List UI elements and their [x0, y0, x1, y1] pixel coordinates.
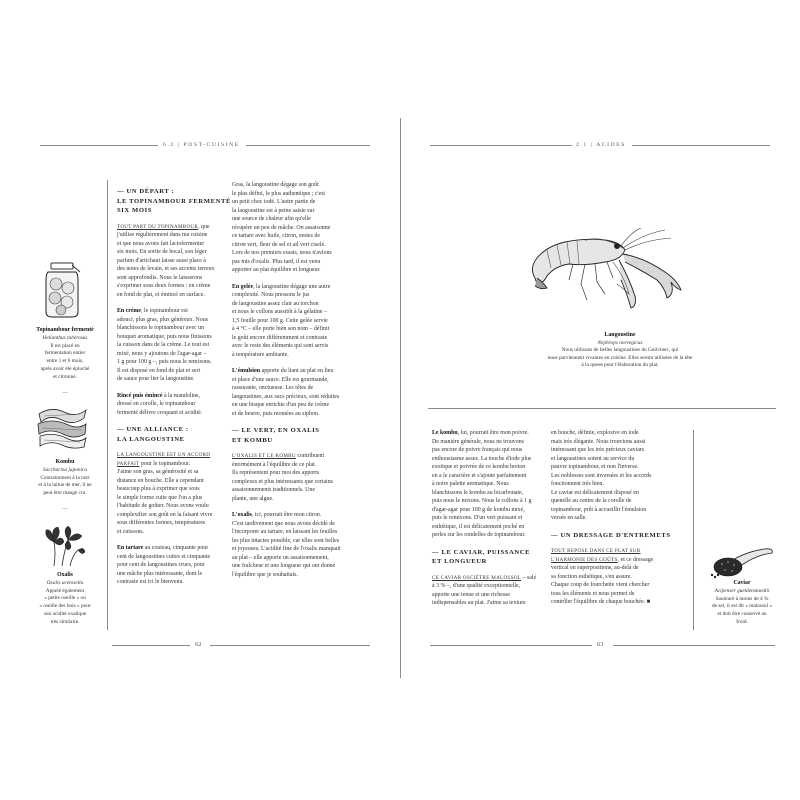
text-line: des notes de levain, et ses accents terreux	[117, 266, 215, 272]
text-line: le goût encore différemment et contraste	[232, 334, 328, 341]
sidebar-divider-left	[107, 180, 108, 630]
entry-text: Saumuré à moins de 4 %	[715, 595, 769, 602]
header-rule-right	[632, 145, 770, 146]
text-line: de sauce pour lier la langoustine.	[117, 376, 195, 382]
right-column-1	[432, 429, 544, 616]
text-line: la cuisson dans de la crème. Le tout est	[117, 342, 210, 348]
page-number-left: 62	[195, 641, 202, 648]
paragraph	[232, 367, 347, 418]
text-line: parfum d'artichaut laisse aussi place à	[117, 257, 206, 264]
small-caps-lead: LA LANGOUSTINE EST UN ACCORD	[117, 452, 211, 458]
text-line	[117, 392, 227, 401]
text-line: une source de chaleur afin qu'elle	[232, 216, 311, 222]
right-page-header: 2.1 | ACIDES	[576, 142, 627, 148]
caviar-spoon-illustration	[706, 545, 776, 579]
text-line: complexes et plus intéressants que certains	[232, 478, 333, 485]
heading-line: ET KOMBU	[232, 436, 273, 444]
text-line: et cuissons.	[117, 528, 145, 535]
text-run: pour le topinambour.	[139, 460, 191, 467]
text-run: , la langoustine dégage une autre	[253, 283, 331, 290]
paragraph	[551, 429, 686, 523]
left-column-2	[232, 181, 347, 587]
text-line: la langoustine est à peine saisie sur	[232, 207, 315, 214]
entry-text: son acidité oxalique	[43, 610, 87, 617]
entry-latin: Helianthus tuberosus	[42, 334, 88, 341]
small-caps-lead: L'HARMONIE DES GOÛTS	[551, 556, 618, 563]
text-line: énormément à l'équilibre de ce plat.	[232, 461, 317, 468]
text-line	[117, 544, 227, 553]
text-line: en une bisque enrichie d'un peu de crème	[232, 402, 330, 408]
paragraph	[232, 452, 347, 503]
text-line	[232, 511, 347, 520]
text-line: fonctionnent très bien.	[551, 481, 604, 487]
entry-title: Kombu	[55, 459, 75, 465]
text-run: contribuent	[295, 453, 325, 459]
text-line: contrôler l'équilibre de chaque bouchée. ■	[551, 599, 651, 605]
text-line: perles sur les rondelles de topinambour.	[432, 532, 526, 538]
bold-lead: Rincé puis émincé	[117, 392, 163, 399]
section-heading	[232, 426, 347, 445]
entry-title: Oxalis	[57, 572, 73, 578]
header-rule-left	[40, 145, 158, 146]
section-heading	[117, 425, 227, 444]
caption-latin: Nephrops norvegicus	[597, 339, 643, 346]
text-line: pas mis d'oxalis. Plus tard, il est venu	[232, 258, 321, 265]
paragraph	[551, 547, 686, 607]
text-line: Chaque coup de fourchette vient chercher	[551, 582, 650, 588]
text-line: une fraîcheur et une longueur qui ont donné	[232, 563, 336, 569]
bold-lead: En tartare	[117, 545, 144, 551]
caption-text: Nous utilisons de belles langoustines du Guilvinec, qui	[561, 347, 679, 353]
text-line: l'habitude de goûter. Nous avons voulu	[117, 503, 209, 509]
text-line: citron vert, fleur de sel et ail vert ciselé.	[232, 241, 326, 248]
text-line: et joyeuses. L'acidité fine de l'oxalis manquait	[232, 546, 341, 552]
text-line: tous les éléments et nous permet de	[551, 590, 635, 597]
header-rule-right	[430, 145, 572, 146]
text-line: et place d'une sauce. Elle est gourmande,	[232, 376, 329, 383]
kombu-illustration	[36, 404, 88, 450]
text-line: Gras, la langoustine dégage son goût	[232, 182, 319, 188]
text-line: Les noblesses sont inversées et les accords	[551, 472, 652, 479]
entry-text: entre 1 et 6 mois,	[46, 358, 84, 365]
caption-text: nous parviennent vivantes en cuisine. Elles seront utilisées de la tête	[547, 354, 693, 361]
entry-latin: Oxalis acetosella	[46, 579, 84, 586]
text-line: blanchissons le kombu au bicarbonate,	[432, 489, 524, 496]
text-line: complexité. Nous pressons le jus	[232, 292, 310, 298]
text-line: l'équilibre que je souhaitais.	[232, 571, 298, 578]
text-line: adouci, plus gras, plus généreux. Nous	[117, 316, 208, 323]
text-line: en a le caractère et s'ajoute parfaitement	[432, 472, 527, 479]
entry-text: après avoir été épluché	[40, 365, 90, 372]
section-divider	[428, 408, 776, 409]
entry-text: de sel, il est dit « malossol »	[711, 603, 773, 610]
small-caps-lead: CE CAVIAR OSCIÈTRE MALOSSOL	[432, 574, 522, 581]
text-line	[117, 223, 227, 232]
left-page-header: 6.2 | POST-CUISINE	[163, 142, 240, 148]
text-line: et de beurre, puis montées au siphon.	[232, 410, 320, 417]
text-line: récupère un peu de mâche. On assaisonne	[232, 224, 331, 231]
section-heading	[117, 187, 231, 216]
text-line: exotique et poivrée de ce kombu breton	[432, 464, 526, 470]
entry-text: très similaire.	[50, 618, 80, 625]
text-line: langoustines, aux sucs précieux, sont réduites	[232, 393, 340, 400]
paragraph	[117, 451, 227, 536]
separator: —	[62, 506, 68, 512]
text-line: distance en bouche. Elle a cependant	[117, 477, 204, 484]
entry-latin: Saccharina japonica	[43, 466, 87, 473]
text-line: assaisonnements traditionnels. Une	[232, 487, 315, 493]
text-line: six mois. En sortie de bocal, son léger	[117, 249, 207, 255]
heading-line: — UN DRESSAGE D'ENTREMETS	[551, 531, 671, 539]
text-line: sa fonction esthétique, s'en assure.	[551, 573, 632, 580]
text-line: versée en salle.	[551, 515, 587, 521]
text-line: Ils représentent pour moi des apports	[232, 470, 320, 476]
right-column-2	[551, 429, 686, 615]
text-run: , lui, pourrait être mon poivre.	[457, 430, 529, 436]
text-line: J'aime son gras, sa générosité et sa	[117, 469, 199, 475]
text-line: C'est tardivement que nous avons décidé de	[232, 520, 335, 527]
text-line: 1,5 feuille pour 100 g. Cette gelée servie	[232, 317, 328, 324]
sidebar-entry-caviar	[697, 580, 787, 627]
text-run: apporte du liant au plat en lieu	[260, 368, 334, 374]
entry-text: peut être mangé cru.	[43, 490, 87, 497]
text-line: et langoustines soient au service du	[551, 455, 635, 462]
text-line	[117, 307, 227, 316]
paragraph	[117, 223, 227, 300]
text-line: le simple forme cuite que l'on a plus	[117, 494, 203, 501]
heading-line: ET LONGUEUR	[432, 558, 488, 565]
text-line: avec le reste des éléments qui sont servis	[232, 343, 329, 349]
page-number-right: 63	[597, 641, 604, 648]
text-line	[232, 283, 347, 292]
paragraph	[232, 283, 347, 360]
text-line: puis le remixons. D'un vert puissant et	[432, 515, 523, 521]
text-line: un petit choc iodé. L'autre partie de	[232, 199, 316, 205]
text-run: , et ce dressage	[617, 556, 654, 563]
text-line: d'agar-agar pour 100 g de kombu mixé,	[432, 506, 525, 513]
text-line: topinambour, prêt à accueillir l'émulsion	[551, 506, 647, 513]
langoustine-illustration	[525, 228, 690, 310]
text-run: à la mandoline,	[162, 392, 201, 399]
text-line: l'incorporer au tartare, en laissant les feuilles	[232, 529, 338, 535]
text-line: apporter au plat équilibre et longueur.	[232, 267, 321, 273]
text-line: bouquet aromatique, puis nous finissons	[117, 333, 212, 340]
text-line: puis nous le mixons. Nous le collons à 1 g	[432, 498, 532, 504]
illustration-caption	[500, 332, 740, 370]
text-line: complexifier son goût en la faisant vivre	[117, 511, 213, 518]
text-line: Lors de nos premiers essais, nous n'avions	[232, 250, 332, 256]
paragraph	[117, 392, 227, 418]
text-line	[117, 460, 227, 469]
text-line: Le caviar est délicatement disposé en	[551, 489, 639, 496]
footer-rule-right	[430, 645, 592, 646]
footer-rule-left	[112, 645, 190, 646]
text-line: pauvre topinambour, et non l'inverse.	[551, 464, 639, 470]
text-line: indispensables au plat. J'aime sa texture	[432, 600, 526, 606]
oxalis-illustration	[40, 522, 86, 568]
text-line: à température ambiante.	[232, 351, 289, 358]
text-line	[117, 451, 227, 460]
text-line	[551, 556, 686, 565]
jar-illustration	[42, 260, 82, 320]
text-line: plante, une algue.	[232, 495, 274, 502]
bold-lead: L'oxalis	[232, 512, 252, 518]
text-line: à 3 % –, d'une qualité exceptionnelle,	[432, 583, 521, 589]
text-line: 1 g pour 100 g –, puis nous le remixons.	[117, 359, 212, 365]
heading-line: — UN DÉPART :	[117, 188, 175, 195]
text-line: vertical en superpositions, au-delà de	[551, 565, 639, 571]
heading-line: — UNE ALLIANCE :	[117, 426, 189, 433]
entry-title: Caviar	[733, 580, 751, 586]
bold-lead: Le kombu	[432, 430, 458, 436]
sidebar-entry-kombu	[20, 459, 110, 498]
text-line: les plus intactes possible, car elles sont belles	[232, 537, 339, 544]
text-line: sont approfondis. Nous le laisserons	[117, 274, 203, 281]
separator: —	[62, 390, 68, 396]
caption-text: à la queue pour l'élaboration du plat.	[581, 362, 659, 368]
heading-line: LE TOPINAMBOUR FERMENTÉ	[117, 197, 231, 205]
paragraph	[117, 307, 227, 384]
footer-rule-right	[613, 645, 775, 646]
entry-text: « petite oseille » ou	[44, 595, 86, 602]
text-line: à notre palette aromatique. Nous	[432, 481, 509, 487]
entry-text: et à la laitue de mer, il ne	[38, 482, 92, 489]
bold-lead: En gelée	[232, 283, 254, 290]
paragraph	[232, 511, 347, 579]
text-line: en fond de plat, et émincé en surface.	[117, 291, 205, 298]
text-line: au plat – elle apporte un assaisonnement,	[232, 554, 329, 561]
text-line: une mâche plus intéressante, dont le	[117, 570, 203, 577]
entry-text: Appelé également	[45, 587, 85, 594]
text-line	[551, 547, 686, 556]
text-line: en bouche, définie, explosive en iode	[551, 430, 639, 436]
entry-text: Il est placé en	[50, 342, 80, 349]
bold-lead: L'émulsion	[232, 368, 261, 374]
text-line: mais très élégante. Nous trouvions aussi	[551, 438, 646, 445]
entry-text: froid.	[736, 618, 748, 625]
text-line: pour cent de langoustines crues, pour	[117, 562, 205, 568]
sidebar-entry-topinambour	[20, 327, 110, 382]
text-line: le plus défini, le plus authentique ; c'est	[232, 190, 325, 197]
text-line	[432, 574, 544, 583]
section-heading	[551, 531, 686, 541]
text-line: esthétique, il est délicatement poché en	[432, 523, 525, 530]
text-line: apporte une tenue et une richesse	[432, 591, 511, 598]
small-caps-lead: L'OXALIS ET LE KOMBU	[232, 453, 296, 459]
text-line: beaucoup plus à exprimer que sous	[117, 486, 200, 492]
text-run: , le topinambour est	[141, 308, 188, 314]
paragraph	[432, 429, 544, 540]
text-line	[232, 452, 347, 461]
text-line: enthousiasme assez. La touche d'iode plus	[432, 455, 532, 462]
text-line: rassurante, onctueuse. Les têtes de	[232, 385, 314, 391]
heading-line: — LE VERT, EN OXALIS	[232, 427, 320, 434]
text-run: , ici, pourrait être mon citron.	[251, 512, 322, 518]
heading-line: — LE CAVIAR, PUISSANCE	[432, 548, 531, 556]
small-caps-lead: TOUT REPOSE DANS CE PLAT SUR	[551, 548, 641, 554]
text-line: blanchissons le topinambour avec un	[117, 325, 205, 331]
sidebar-divider-right	[693, 430, 694, 630]
text-line: dressé en corolle, le topinambour	[117, 401, 196, 407]
text-line: à 4 °C – elle porte bien son nom – définit	[232, 326, 330, 332]
text-line: ce tartare avec huile, citron, zestes de	[232, 233, 320, 239]
gutter-line	[400, 118, 401, 678]
entry-text: et doit être conservé au	[717, 611, 767, 618]
text-line: fermenté délivre croquant et acidité.	[117, 409, 203, 416]
entry-text: « oseille des bois » pour	[39, 603, 91, 610]
text-line: j'utilise régulièrement dans ma cuisine	[117, 232, 208, 238]
entry-title: Topinambour fermenté	[36, 327, 94, 333]
text-line	[232, 367, 347, 376]
header-rule-left	[246, 145, 370, 146]
text-line: et nous le collons aussitôt à la gélatine –	[232, 309, 327, 315]
small-caps-lead: PARFAIT	[117, 460, 140, 467]
entry-text: Contrairement à la nori	[40, 474, 90, 481]
paragraph	[117, 544, 227, 587]
text-line: s'exprimer sous deux formes : en crème	[117, 283, 211, 289]
entry-text: et citronné.	[53, 373, 77, 380]
bold-lead: En crème	[117, 308, 142, 314]
text-line: De manière générale, nous ne trouvons	[432, 438, 524, 445]
text-line	[432, 429, 544, 438]
text-line: sous différentes formes, températures	[117, 520, 206, 526]
heading-line: SIX MOIS	[117, 207, 153, 214]
text-line: Il est disposé en fond de plat et sert	[117, 367, 201, 374]
text-run: – salé	[521, 574, 537, 581]
text-run: au couteau, cinquante pour	[143, 545, 209, 551]
left-column-1	[117, 181, 231, 595]
text-line: cent de langoustines cuites et cinquante	[117, 553, 211, 560]
text-line: quenelle au centre de la corolle de	[551, 498, 632, 504]
entry-text: fermentation entier	[44, 350, 86, 357]
caption-title: Langoustine	[604, 332, 636, 338]
paragraph	[232, 181, 347, 275]
entry-latin: Acipenser gueldenstaedtii	[714, 587, 770, 594]
text-line: mixé, nous y ajoutons de l'agar-agar –	[117, 350, 207, 357]
text-line: et que nous avons fait lactofermenter	[117, 240, 205, 247]
text-line: intéressant que les très précieux caviars	[551, 447, 645, 453]
paragraph	[432, 574, 544, 608]
text-line: contraste est ici le bienvenu.	[117, 579, 184, 585]
heading-line: LA LANGOUSTINE	[117, 435, 185, 443]
text-line: pas encore de poivre français qui nous	[432, 447, 523, 453]
text-line: de langoustine assez clair au torchon	[232, 300, 319, 307]
sidebar-entry-oxalis	[20, 572, 110, 627]
small-caps-lead: TOUT PART DU TOPINAMBOUR	[117, 223, 199, 230]
text-run: , que	[198, 223, 210, 230]
section-heading	[432, 548, 544, 567]
footer-rule-left	[210, 645, 370, 646]
